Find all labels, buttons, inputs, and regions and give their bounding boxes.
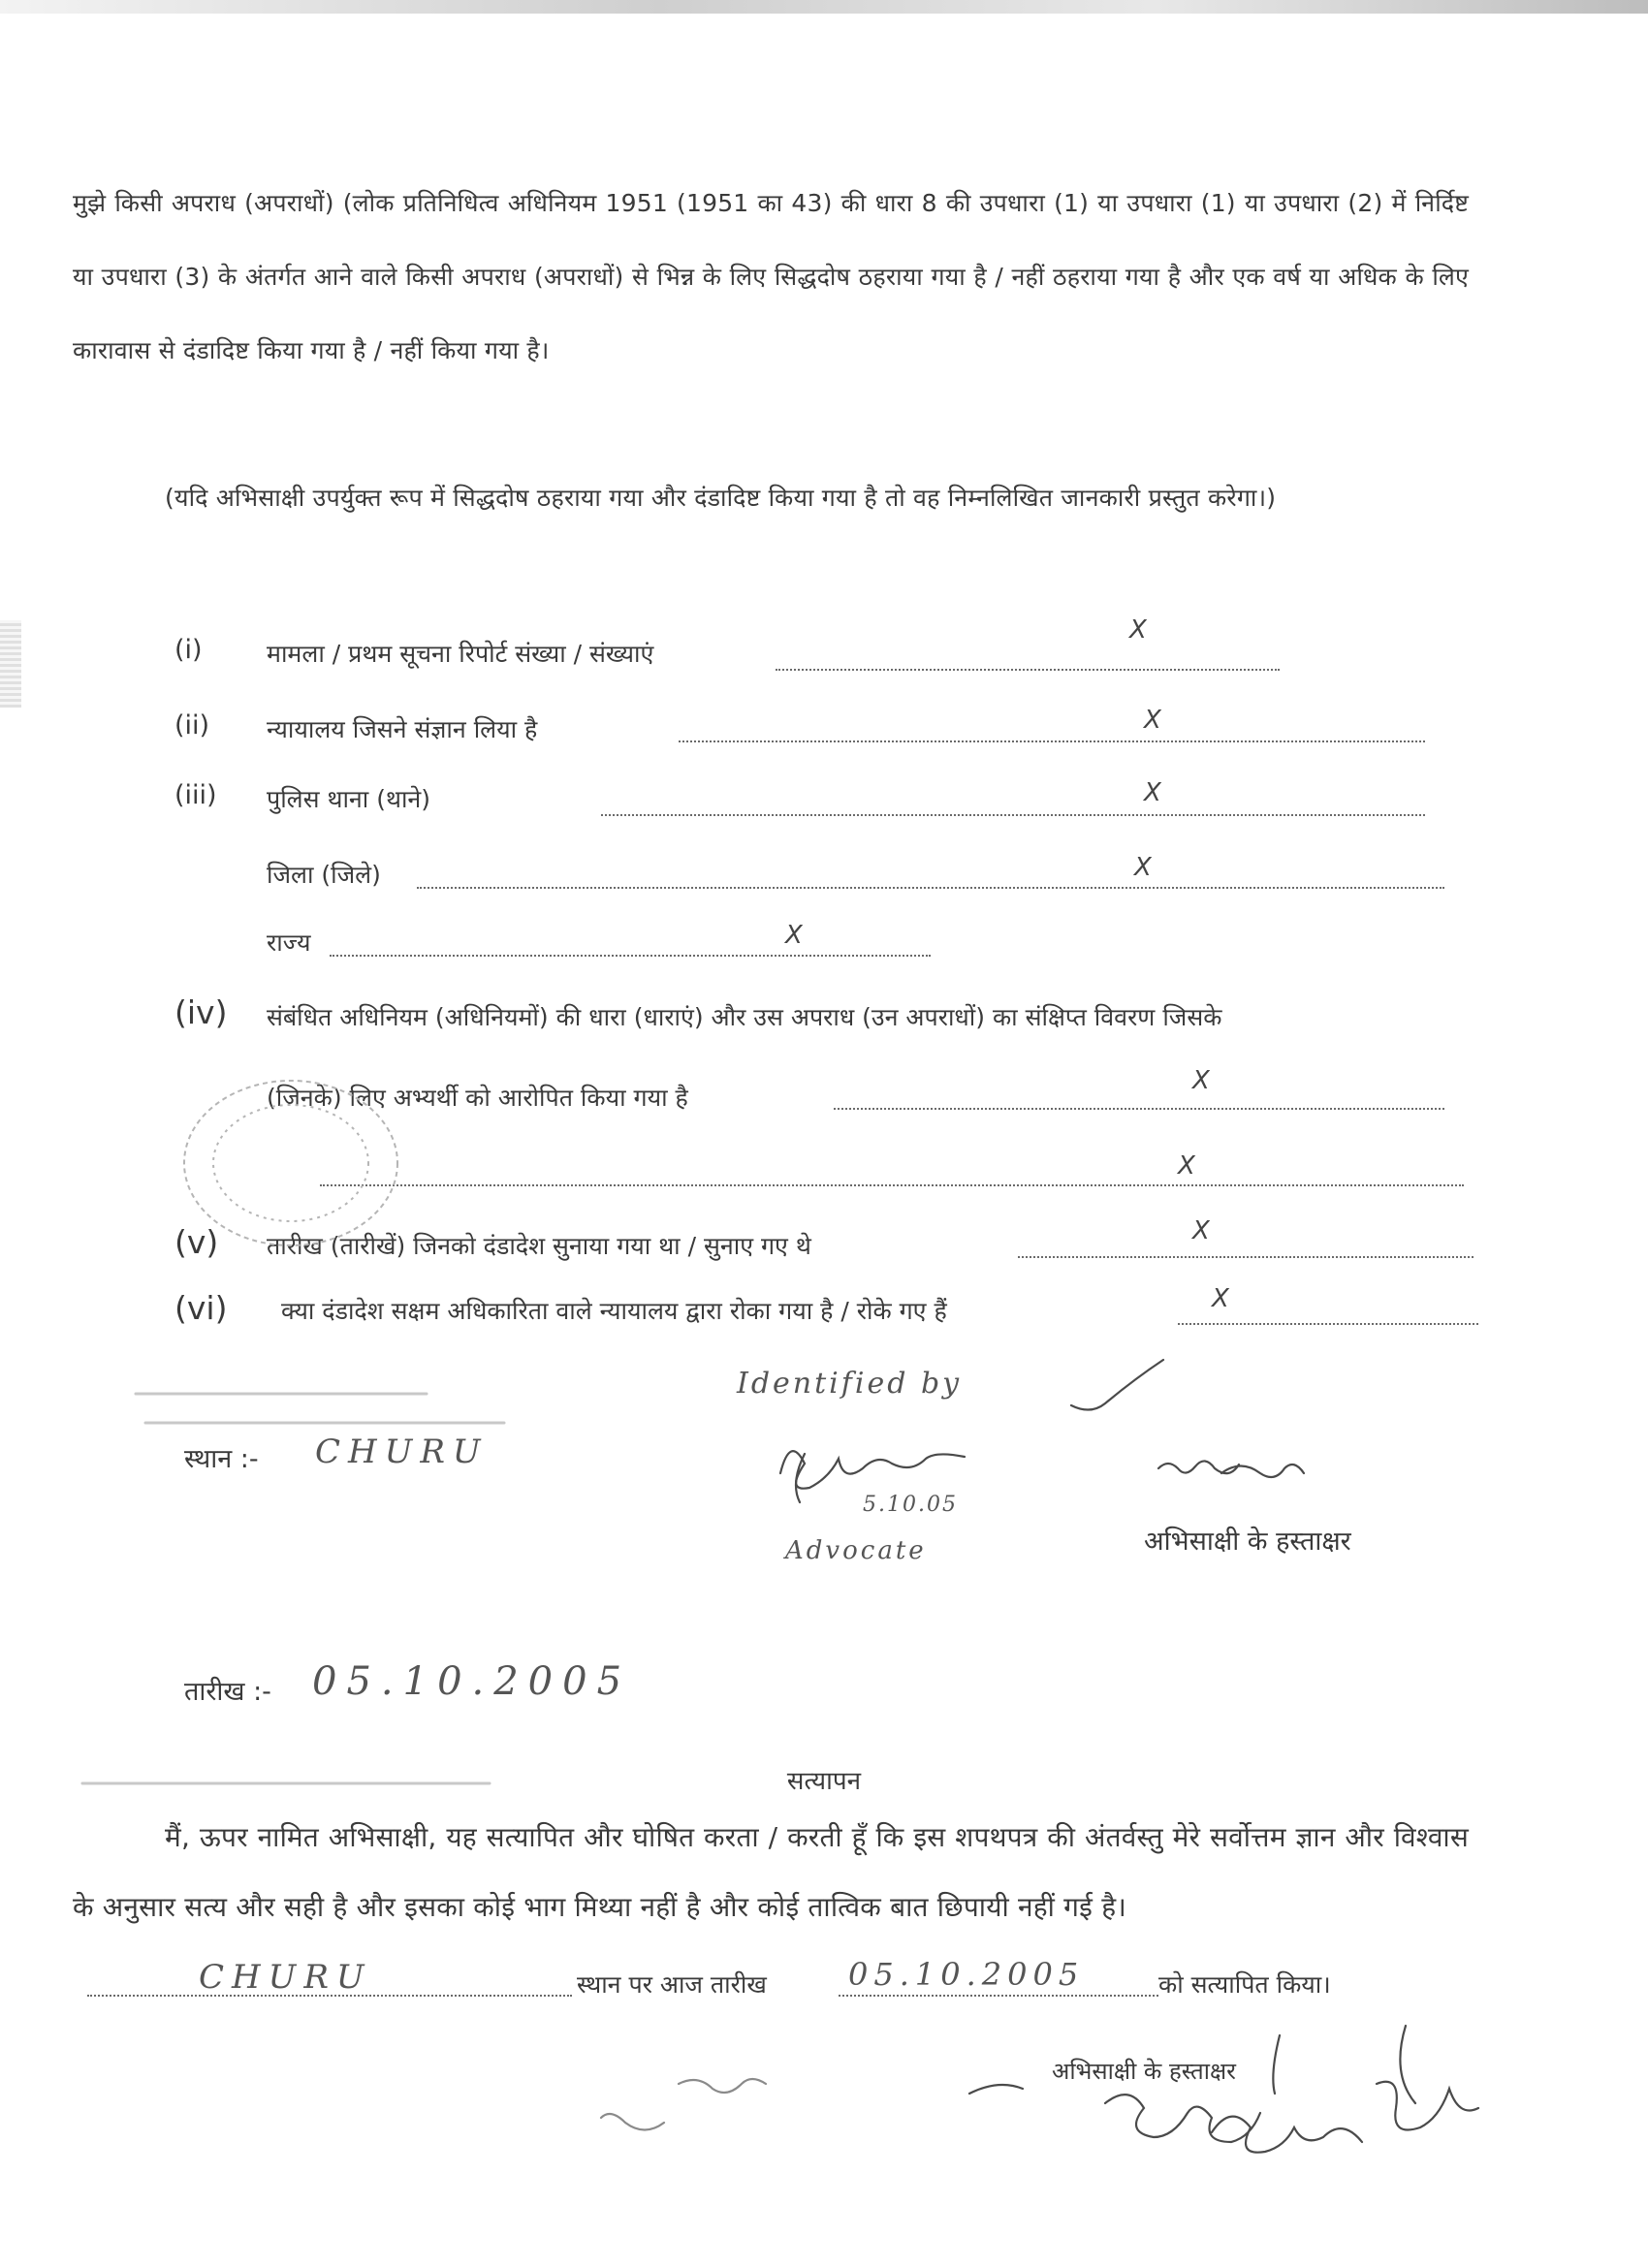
verification-signature [1105,2095,1260,2142]
cross-mark: X [1144,778,1161,807]
item-number: (iv) [174,993,228,1031]
identified-note: Identified by [737,1367,963,1401]
place-label: स्थान :- [184,1444,259,1474]
item-number: (iii) [174,780,217,810]
place-value: CHURU [315,1433,489,1471]
deponent-signature [1158,1461,1304,1477]
item-label: मामला / प्रथम सूचना रिपोर्ट संख्या / संख्याएं [267,640,654,668]
item-label: जिला (जिले) [267,861,381,889]
verification-place-label: स्थान पर आज तारीख [577,1970,767,1999]
item-label: तारीख (तारीखें) जिनको दंडादेश सुनाया गया था / सुनाए गए थे [267,1232,811,1260]
cross-mark: X [1192,1066,1210,1095]
deponent-signature-label: अभिसाक्षी के हस्ताक्षर [1144,1527,1351,1557]
notary-stamp [184,1081,397,1245]
verification-title: सत्यापन [786,1767,862,1796]
item-label: राज्य [267,929,311,957]
advocate-label: Advocate [785,1536,927,1565]
advocate-date: 5.10.05 [863,1493,958,1517]
verification-place: CHURU [199,1958,372,1997]
item-number: (v) [174,1223,219,1261]
item-label: (जिनके) लिए अभ्यर्थी को आरोपित किया गया है [267,1084,688,1112]
cross-mark: X [1129,615,1147,645]
tick-mark [1071,1360,1163,1410]
instruction-paragraph: (यदि अभिसाक्षी उपर्युक्त रूप में सिद्धदोष ठहराया गया और दंडादिष्ट किया गया है तो वह निम्नलिखित जानकारी प्रस्तुत करेगा।) [165,484,1277,512]
faded-stamp-text [136,1394,504,1423]
verification-body: मैं, ऊपर नामित अभिसाक्षी, यह सत्यापित और घोषित करता / करती हूँ कि इस शपथपत्र की अंतर्वस्तु मेरे सर्वोत्तम ज्ञान और विश्वास के अनुसार सत्य और सही है और इसका कोई भाग मिथ्या नहीं है और कोई तात्विक बात छिपायी नहीं गई है। [73,1821,1469,1923]
cross-mark: X [785,921,803,950]
declaration-paragraph: मुझे किसी अपराध (अपराधों) (लोक प्रतिनिधित्व अधिनियम 1951 (1951 का 43) की धारा 8 की उपधारा (1) या उपधारा (1) या उपधारा (2) में निर्दिष्ट या उपधारा (3) के अंतर्गत आने वाले किसी अपराध (अपराधों) से भिन्न के लिए सिद्धदोष ठहराया गया है / नहीं ठहराया गया है और एक वर्ष या अधिक के लिए कारावास से दंडादिष्ट किया गया है / नहीं किया गया है। [73,189,1469,364]
verification-signature-label: अभिसाक्षी के हस्ताक्षर [1052,2058,1236,2085]
item-label: संबंधित अधिनियम (अधिनियमों) की धारा (धाराएं) और उस अपराध (उन अपराधों) का संक्षिप्त विवरण जिसके [267,1003,1222,1031]
verification-date: 05.10.2005 [848,1956,1085,1993]
item-label: न्यायालय जिसने संज्ञान लिया है [267,715,538,743]
item-label: क्या दंडादेश सक्षम अधिकारिता वाले न्यायालय द्वारा रोका गया है / रोके गए हैं [281,1297,947,1325]
advocate-signature [780,1451,965,1489]
verified-label: को सत्यापित किया। [1158,1970,1331,1999]
date-label: तारीख :- [184,1677,271,1707]
item-label: पुलिस थाना (थाने) [267,785,431,813]
item-number: (ii) [174,710,210,740]
cross-mark: X [1212,1284,1229,1313]
cross-mark: X [1192,1216,1210,1245]
item-number: (i) [174,635,203,665]
date-value: 05.10.2005 [312,1659,632,1704]
cross-mark: X [1178,1151,1195,1181]
cross-mark: X [1134,853,1152,882]
cross-mark: X [1144,706,1161,735]
item-number: (vi) [174,1289,228,1327]
